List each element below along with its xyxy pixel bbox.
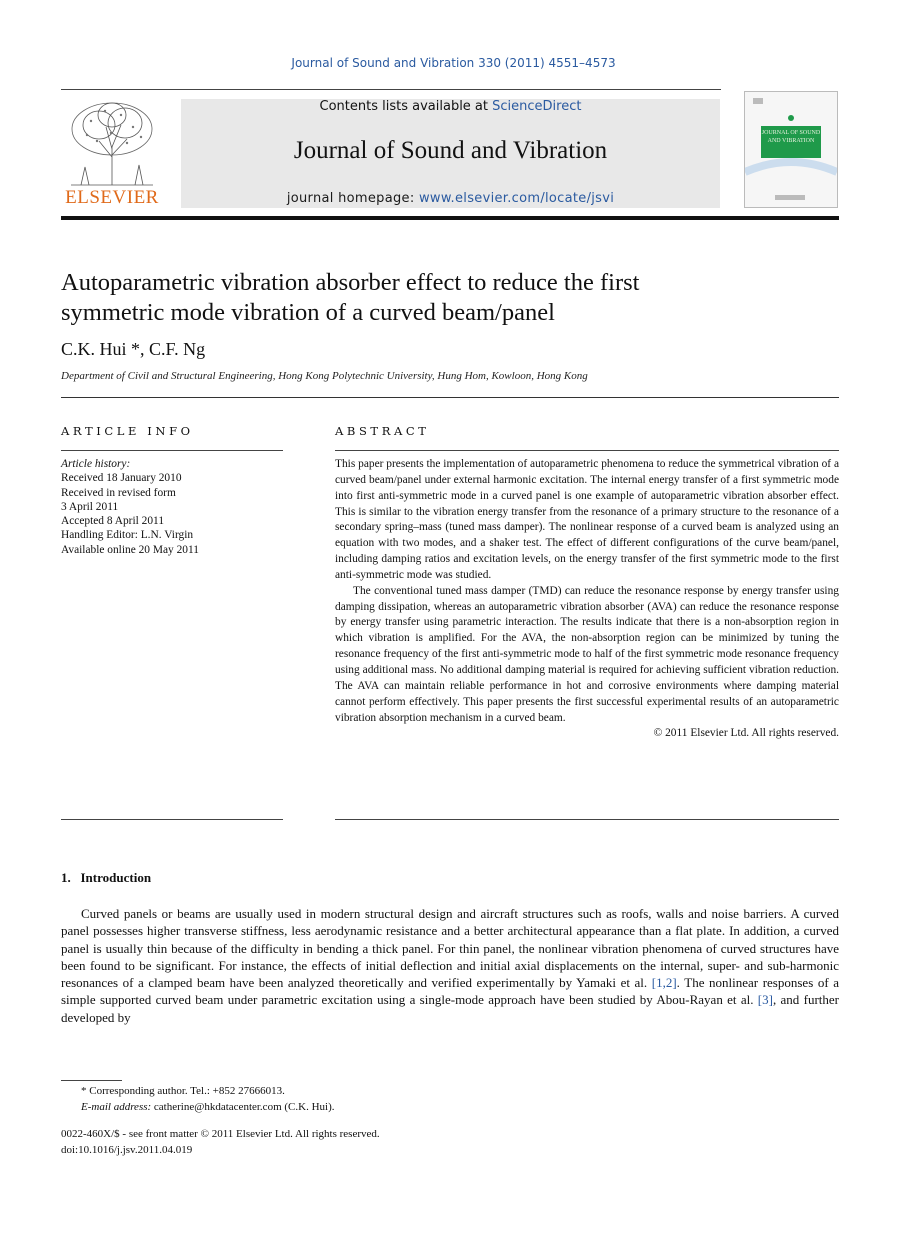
affiliation: Department of Civil and Structural Engineering, Hong Kong Polytechnic University, Hung Hom, Kowloon, Hong Kong bbox=[61, 370, 588, 382]
history-item: Received 18 January 2010 bbox=[61, 472, 182, 485]
elsevier-logo[interactable] bbox=[61, 97, 163, 209]
reference-link-1-2[interactable]: [1,2] bbox=[651, 975, 677, 991]
doi-line[interactable]: doi:10.1016/j.jsv.2011.04.019 bbox=[61, 1144, 193, 1156]
homepage-line bbox=[181, 191, 720, 206]
abstract-divider bbox=[335, 450, 839, 451]
info-divider bbox=[61, 450, 283, 451]
title-line-2: symmetric mode vibration of a curved beam/panel bbox=[61, 299, 555, 326]
footnotes bbox=[61, 1083, 334, 1115]
article-info-heading: ARTICLE INFO bbox=[61, 424, 194, 438]
abstract-paragraph-2: The conventional tuned mass damper (TMD) can reduce the resonance response by energy transfer using damping dissipation, whereas an autoparametric vibration absorber (AVA) can reduce the resonance response by energy transfer using parametric interaction. The results indicate that there is a non-absorption region in which vibration is amplified. For the AVA, the non-absorption region can be minimized by tuning the resonance frequency of the first anti-symmetric mode to half of the first symmetric mode resonance frequency using additional mass. No additional damping material is required for achieving sufficient vibration reduction. The AVA can maintain reliable performance in hot and corrosive environments where damping material cannot perform effectively. This paper presents the first successful experimental results of an autoparametric vibration absorption mechanism in a curved beam. bbox=[335, 584, 839, 724]
journal-citation[interactable]: Journal of Sound and Vibration 330 (2011) 4551–4573 bbox=[291, 56, 616, 70]
email-note bbox=[61, 1099, 334, 1115]
reference-link-3[interactable]: [3] bbox=[757, 992, 773, 1008]
history-item: Handling Editor: L.N. Virgin bbox=[61, 529, 194, 542]
homepage-prefix: journal homepage: bbox=[286, 191, 419, 206]
homepage-link[interactable]: www.elsevier.com/locate/jsvi bbox=[418, 191, 615, 206]
abstract-body bbox=[335, 457, 839, 742]
header-rule bbox=[61, 89, 721, 90]
title-line-1: Autoparametric vibration absorber effect to reduce the first bbox=[61, 269, 640, 296]
abstract-heading: ABSTRACT bbox=[335, 424, 430, 438]
footnote-rule bbox=[61, 1080, 122, 1081]
journal-banner bbox=[181, 99, 720, 208]
publisher-name: ELSEVIER bbox=[65, 187, 159, 208]
article-history bbox=[61, 457, 283, 557]
abstract-copyright: © 2011 Elsevier Ltd. All rights reserved. bbox=[653, 727, 839, 740]
history-item: Received in revised form bbox=[61, 486, 176, 499]
intro-text-a: Curved panels or beams are usually used in modern structural design and aircraft structures such as roofs, walls and noise barriers. A curved panel possesses higher transverse stiffness, less aerodynamic resistance and a better architectural appearance than a flat plate. In addition, a curved panel is usually thin because of the difficulty in bending a thick panel. For thin panel, the nonlinear vibration phenomena of curved structures have been found to be significant. For instance, the effects of initial deflection and initial axial displacements on the internal, super- and sub-harmonic resonances of a clamped beam have been analyzed theoretically and verified experimentally by Yamaki et al. bbox=[61, 906, 839, 991]
authors[interactable]: C.K. Hui *, C.F. Ng bbox=[61, 339, 206, 359]
history-label: Article history: bbox=[61, 458, 131, 470]
history-item: 3 April 2011 bbox=[61, 500, 119, 513]
email-label: E-mail address: bbox=[81, 1101, 152, 1113]
corresponding-author-note: * Corresponding author. Tel.: +852 27666013. bbox=[81, 1085, 285, 1097]
abstract-bottom-divider bbox=[335, 819, 839, 820]
title-divider bbox=[61, 397, 839, 398]
intro-text-b: . The nonlinear responses of a simple supported curved beam under parametric excitation using a single-mode approach have been studied by Abou-Rayan et al. bbox=[61, 975, 839, 1008]
email-address[interactable]: catherine@hkdatacenter.com (C.K. Hui). bbox=[151, 1101, 335, 1113]
introduction-paragraph bbox=[61, 905, 839, 1026]
abstract-paragraph-1: This paper presents the implementation of autoparametric phenomena to reduce the symmetrical vibration of a curved beam/panel under external harmonic excitation. The internal energy transfer of a first symmetric mode into first anti-symmetric mode in a curved panel is one example of autoparametric vibration absorber effect. This is similar to the vibration energy transfer from the resonance of a primary structure to the resonance of a secondary spring–mass (tuned mass damper). The nonlinear response of a curved beam is analyzed using an equation with two modes, and a shaker test. The effect of different configurations of the curve beam/panel, including damping ratios and excitation levels, on the energy transfer of the first symmetric mode to the first anti-symmetric mode was studied. bbox=[335, 458, 839, 581]
article-title bbox=[61, 268, 821, 328]
section-heading-introduction: 1. Introduction bbox=[61, 870, 152, 885]
journal-cover-thumbnail[interactable] bbox=[744, 91, 838, 208]
sciencedirect-link[interactable]: ScienceDirect bbox=[492, 99, 582, 114]
cover-title: JOURNAL OF SOUND AND VIBRATION bbox=[761, 126, 821, 158]
issn-line: 0022-460X/$ - see front matter © 2011 Elsevier Ltd. All rights reserved. bbox=[61, 1128, 380, 1140]
header-divider bbox=[61, 216, 839, 220]
journal-title: Journal of Sound and Vibration bbox=[293, 137, 608, 164]
history-item: Accepted 8 April 2011 bbox=[61, 515, 165, 528]
contents-line bbox=[181, 99, 720, 114]
tree-icon bbox=[61, 97, 163, 187]
intro-text-c: , and further developed by bbox=[61, 992, 839, 1025]
info-bottom-divider bbox=[61, 819, 283, 820]
history-item: Available online 20 May 2011 bbox=[61, 543, 199, 556]
front-matter bbox=[61, 1126, 380, 1158]
contents-prefix: Contents lists available at bbox=[319, 99, 493, 114]
